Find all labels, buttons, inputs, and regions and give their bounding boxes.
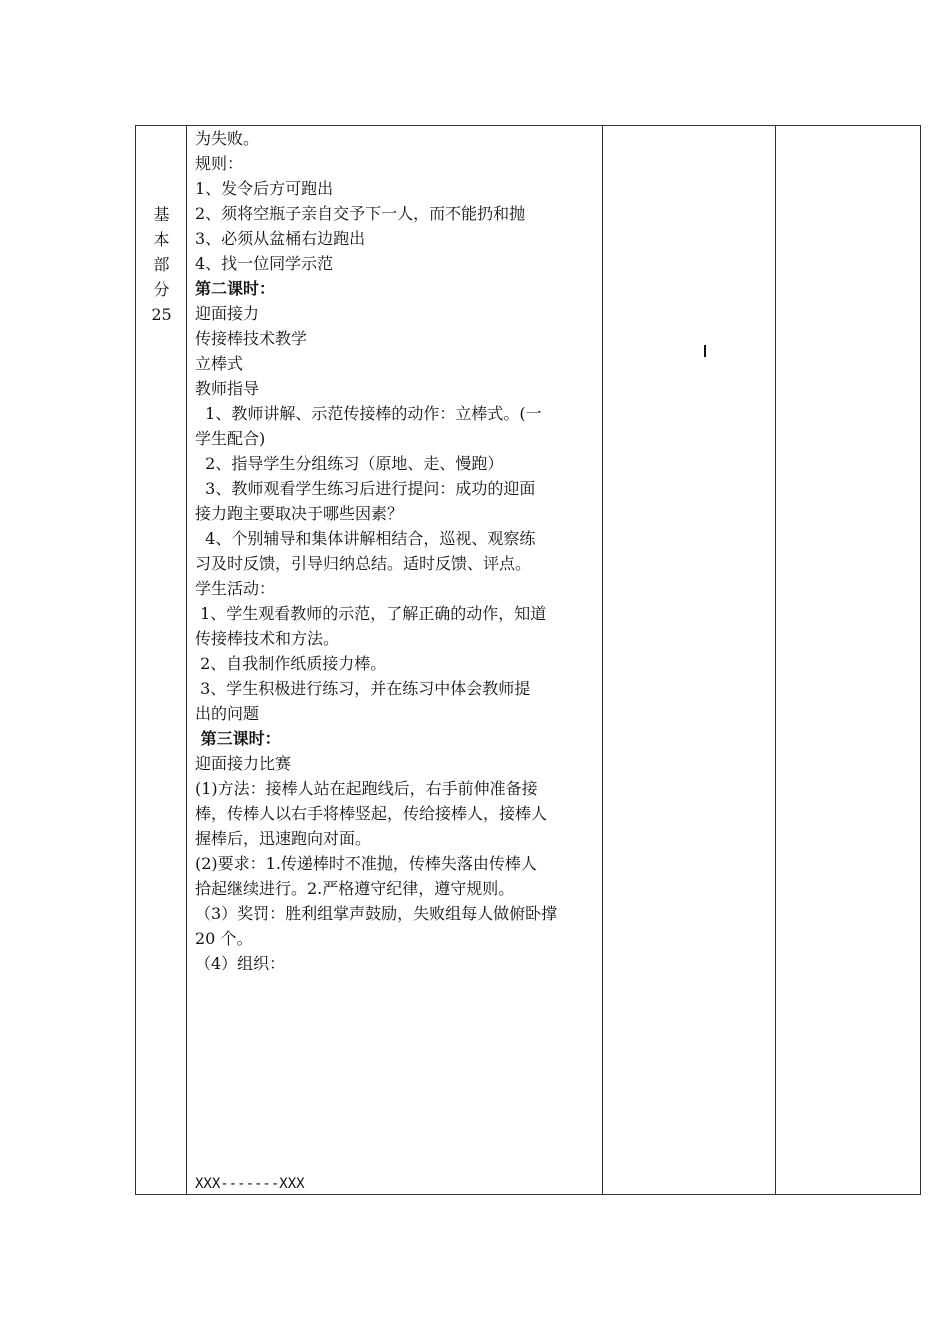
organization-column: [603, 126, 776, 1194]
content-line: （3）奖罚：胜利组掌声鼓励，失败组每人做俯卧撑: [195, 904, 558, 923]
content-line: 1、发令后方可跑出: [195, 179, 334, 198]
content-line: 迎面接力比赛: [195, 754, 292, 773]
section-minutes: 25: [151, 305, 172, 324]
section-char: 部: [153, 255, 170, 274]
content-line: 3、教师观看学生练习后进行提问：成功的迎面: [195, 479, 536, 498]
content-line: 4、个别辅导和集体讲解相结合，巡视、观察练: [195, 529, 536, 548]
content-line: 教师指导: [195, 379, 260, 398]
content-line: 20 个。: [195, 929, 253, 948]
text-cursor-mark: [704, 345, 706, 357]
content-line: (2)要求：1.传递棒时不准抛，传棒失落由传棒人: [195, 854, 537, 873]
content-line: 第二课时：: [195, 279, 276, 298]
content-line: 4、找一位同学示范: [195, 254, 334, 273]
content-line: 传接棒技术和方法。: [195, 629, 340, 648]
content-line: （4）组织：: [195, 954, 286, 973]
content-line: 立棒式: [195, 354, 244, 373]
section-char: 分: [153, 280, 170, 299]
content-line: 接力跑主要取决于哪些因素？: [195, 504, 404, 523]
content-line: 习及时反馈，引导归纳总结。适时反馈、评点。: [195, 554, 532, 573]
content-column: [187, 126, 603, 1194]
notes-column: [776, 126, 920, 1194]
content-line: 1、教师讲解、示范传接棒的动作：立棒式。(一: [195, 404, 542, 423]
content-line: 拾起继续进行。2.严格遵守纪律，遵守规则。: [195, 879, 515, 898]
section-char: 基: [153, 205, 170, 224]
content-text: [195, 126, 596, 976]
content-line: 2、指导学生分组练习（原地、走、慢跑）: [195, 454, 504, 473]
content-line: 棒，传棒人以右手将棒竖起，传给接棒人，接棒人: [195, 804, 548, 823]
content-line: 学生配合): [195, 429, 266, 448]
content-line: 2、须将空瓶子亲自交予下一人，而不能扔和抛: [195, 204, 526, 223]
content-line: 传接棒技术教学: [195, 329, 308, 348]
content-line: 出的问题: [195, 704, 260, 723]
content-line: 握棒后，迅速跑向对面。: [195, 829, 372, 848]
content-line: 规则：: [195, 154, 244, 173]
section-column: [136, 126, 187, 1194]
content-line: 迎面接力: [195, 304, 260, 323]
content-line: 3、必须从盆桶右边跑出: [195, 229, 366, 248]
content-line: 3、学生积极进行练习，并在练习中体会教师提: [195, 679, 531, 698]
content-line: (1)方法：接棒人站在起跑线后，右手前伸准备接: [195, 779, 538, 798]
lesson-plan-table: [135, 125, 921, 1195]
content-line: 第三课时：: [195, 729, 281, 748]
section-label: [136, 202, 187, 327]
content-line: 2、自我制作纸质接力棒。: [195, 654, 387, 673]
content-line: 1、学生观看教师的示范，了解正确的动作，知道: [195, 604, 547, 623]
content-line: 学生活动：: [195, 579, 276, 598]
section-char: 本: [153, 230, 170, 249]
footer-text: XXX-------XXX: [195, 1176, 305, 1192]
content-line: 为失败。: [195, 129, 260, 148]
